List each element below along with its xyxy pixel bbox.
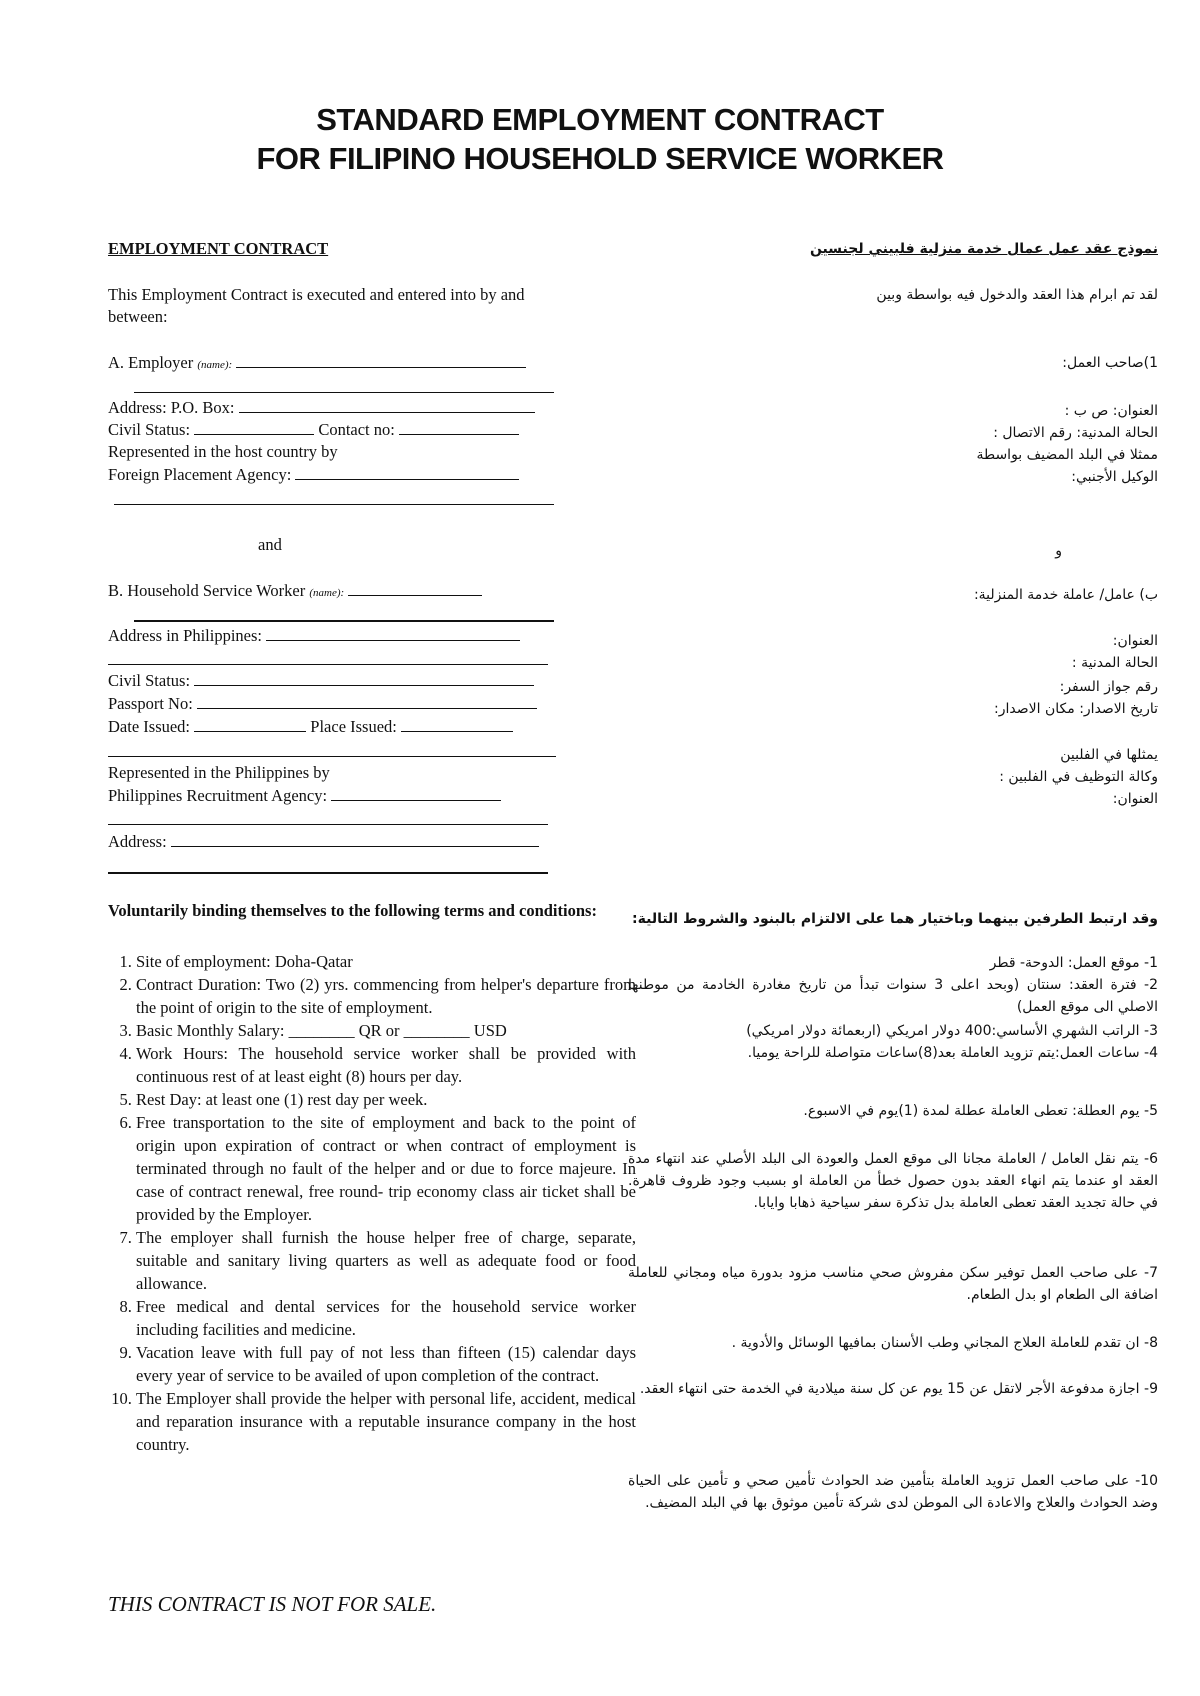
civil-status-label: Civil Status: xyxy=(108,420,191,439)
worker-row xyxy=(108,580,482,604)
contact-no-label: Contact no: xyxy=(318,420,395,439)
arabic-term-2: 2- فترة العقد: سنتان (وبحد اعلى 3 سنوات تبدأ من تاريخ مغادرة الخادمة من موطنها الاصلي الى موقع العمل) xyxy=(628,977,1158,1015)
represented-host-label: Represented in the host country by xyxy=(108,442,338,461)
worker-civil-field[interactable] xyxy=(194,670,534,686)
employer-civil-status-field[interactable] xyxy=(194,419,314,435)
arabic-term-6: 6- يتم نقل العامل / العاملة مجانا الى موقع العمل والعودة الى البلد الأصلي عند انتهاء مدة العقد او عندما يتم انهاء العقد بدون حصول خطأ من العاملة او بسبب وجود ظروف قاهرة. في حالة تجديد العقد تعطى العاملة بدل تذكرة سفر سياحية ذهابا وايابا. xyxy=(628,1151,1158,1211)
arabic-term-5: 5- يوم العطلة: تعطى العاملة عطلة لمدة (1)يوم في الاسبوع. xyxy=(803,1103,1158,1119)
arabic-and: و xyxy=(1055,543,1062,559)
arabic-term-3: 3- الراتب الشهري الأساسي:400 دولار امريكي (اربعمائة دولار امريكي) xyxy=(746,1023,1158,1039)
arabic-foreign-agent: الوكيل الأجنبي: xyxy=(1071,469,1158,485)
employer-name-line-2[interactable] xyxy=(134,392,554,393)
term-item: 4. Work Hours: The household service worker shall be provided with continuous rest of at least eight (8) hours per day. xyxy=(136,1042,636,1088)
worker-label: B. Household Service Worker xyxy=(108,581,306,600)
foreign-agency-row xyxy=(108,464,519,486)
terms-heading: Voluntarily binding themselves to the following terms and conditions: xyxy=(108,901,597,920)
employer-row xyxy=(108,352,526,376)
arabic-worker-label: ب) عامل/ عاملة خدمة المنزلية: xyxy=(973,587,1158,603)
address-ph-label: Address in Philippines: xyxy=(108,626,263,645)
ph-agency-field[interactable] xyxy=(331,785,501,801)
arabic-passport: رقم جواز السفر: xyxy=(1059,679,1158,695)
address-po-label: Address: P.O. Box: xyxy=(108,398,235,417)
foreign-agency-label: Foreign Placement Agency: xyxy=(108,465,292,484)
intro-line-1: This Employment Contract is executed and entered into by and xyxy=(108,285,525,304)
employer-contact-field[interactable] xyxy=(399,419,519,435)
ph-agency-line-2[interactable] xyxy=(108,824,548,825)
arabic-term-1: 1- موقع العمل: الدوحة- قطر xyxy=(989,955,1158,971)
term-item: 9. Vacation leave with full pay of not less than fifteen (15) calendar days every year of service to be availed of upon completion of the contract. xyxy=(136,1341,636,1387)
ph-agency-row xyxy=(108,785,501,807)
arabic-terms-heading: وقد ارتبط الطرفين بينهما وباختيار هما على الالتزام بالبنود والشروط التالية: xyxy=(632,911,1158,927)
represented-ph-label: Represented in the Philippines by xyxy=(108,763,330,782)
employment-contract-heading: EMPLOYMENT CONTRACT xyxy=(108,239,329,258)
document-title xyxy=(0,100,1200,178)
term-item: 1. Site of employment: Doha-Qatar xyxy=(136,950,636,973)
arabic-ph-agency: وكالة التوظيف في الفلبين : xyxy=(999,769,1158,785)
arabic-term-8: 8- ان تقدم للعاملة العلاج المجاني وطب الأسنان بمافيها الوسائل والأدوية . xyxy=(731,1335,1158,1351)
ph-agency-label: Philippines Recruitment Agency: xyxy=(108,786,328,805)
employer-address-row xyxy=(108,397,535,419)
arabic-civil-status: الحالة المدنية : xyxy=(1071,655,1158,671)
worker-civil-label: Civil Status: xyxy=(108,671,191,690)
agency-address-row xyxy=(108,831,539,853)
employer-name-hint: (name): xyxy=(197,359,233,371)
worker-name-hint: (name): xyxy=(309,587,345,599)
employer-civil-row xyxy=(108,419,519,441)
issue-row xyxy=(108,716,513,738)
agency-address-field[interactable] xyxy=(171,831,539,847)
terms-list xyxy=(108,950,636,1456)
issue-line-2[interactable] xyxy=(108,756,556,757)
arabic-term-10: 10- على صاحب العمل تزويد العاملة بتأمين ضد الحوادث تأمين صحي و تأمين على الحياة وضد الحوادث والعلاج والاعادة الى الموطن لدى شركة تأمين موثوق بها في البلد المضيف. xyxy=(628,1473,1158,1511)
arabic-address-po: العنوان: ص ب : xyxy=(1064,403,1158,419)
date-issued-field[interactable] xyxy=(194,716,306,732)
arabic-represented-ph: يمثلها في الفلبين xyxy=(1060,747,1158,763)
arabic-address-2: العنوان: xyxy=(1112,791,1158,807)
arabic-represented-host: ممثلا في البلد المضيف بواسطة xyxy=(976,447,1158,463)
worker-civil-row xyxy=(108,670,534,692)
term-item: 6. Free transportation to the site of employment and back to the point of origin upon expiration of contract or when contract of employment is terminated through no fault of the helper and or due to force majeure. In case of contract renewal, free round- trip economy class air ticket shall be provided by the Employer. xyxy=(136,1111,636,1226)
address-ph-row xyxy=(108,625,520,647)
term-item: 8. Free medical and dental services for the household service worker including facilities and medicine. xyxy=(136,1295,636,1341)
term-item: 10. The Employer shall provide the helper with personal life, accident, medical and reparation insurance with a reputable insurance company in the host country. xyxy=(136,1387,636,1456)
passport-row xyxy=(108,693,537,715)
passport-field[interactable] xyxy=(197,693,537,709)
intro-line-2: between: xyxy=(108,307,168,326)
worker-name-line-2[interactable] xyxy=(134,620,554,622)
agency-address-label: Address: xyxy=(108,832,167,851)
foreign-agency-line-2[interactable] xyxy=(114,504,554,505)
arabic-heading: نموذج عقد عمل عمال خدمة منزلية فلبيني لجنسين xyxy=(809,241,1158,257)
place-issued-field[interactable] xyxy=(401,716,513,732)
place-issued-label: Place Issued: xyxy=(310,717,397,736)
and-label: and xyxy=(258,535,282,554)
arabic-term-7: 7- على صاحب العمل توفير سكن مفروش صحي مناسب مزود بدورة مياه ومجاني للعاملة اضافة الى الطعام او بدل الطعام. xyxy=(628,1265,1158,1303)
term-item: 5. Rest Day: at least one (1) rest day per week. xyxy=(136,1088,636,1111)
employer-name-field[interactable] xyxy=(236,352,526,368)
arabic-term-4: 4- ساعات العمل:يتم تزويد العاملة بعد(8)ساعات متواصلة للراحة يوميا. xyxy=(747,1045,1158,1061)
arabic-date-place: تاريخ الاصدار: مكان الاصدار: xyxy=(994,701,1158,717)
term-item: 2. Contract Duration: Two (2) yrs. commencing from helper's departure from the point of origin to the site of employment. xyxy=(136,973,636,1019)
arabic-term-9: 9- اجازة مدفوعة الأجر لاتقل عن 15 يوم عن كل سنة ميلادية في الخدمة حتى انتهاء العقد. xyxy=(639,1381,1158,1397)
employer-label: A. Employer xyxy=(108,353,194,372)
term-item: 7. The employer shall furnish the house helper free of charge, separate, suitable and sanitary living quarters as well as adequate food or food allowance. xyxy=(136,1226,636,1295)
date-issued-label: Date Issued: xyxy=(108,717,191,736)
address-ph-line-2[interactable] xyxy=(108,664,548,665)
not-for-sale-notice: THIS CONTRACT IS NOT FOR SALE. xyxy=(108,1592,437,1616)
agency-address-line-2[interactable] xyxy=(108,872,548,874)
arabic-employer-label: 1)صاحب العمل: xyxy=(1062,355,1158,371)
employer-po-box-field[interactable] xyxy=(239,397,535,413)
title-line-2: FOR FILIPINO HOUSEHOLD SERVICE WORKER xyxy=(256,141,944,176)
arabic-civil-contact: الحالة المدنية: رقم الاتصال : xyxy=(993,425,1158,441)
arabic-intro: لقد تم ابرام هذا العقد والدخول فيه بواسطة وبين xyxy=(876,287,1158,303)
passport-label: Passport No: xyxy=(108,694,193,713)
address-ph-field[interactable] xyxy=(266,625,520,641)
arabic-address: العنوان: xyxy=(1112,633,1158,649)
title-line-1: STANDARD EMPLOYMENT CONTRACT xyxy=(316,102,884,137)
worker-name-field[interactable] xyxy=(348,580,482,596)
foreign-agency-field[interactable] xyxy=(295,464,519,480)
term-item: 3. Basic Monthly Salary: ________ QR or ________ USD xyxy=(136,1019,636,1042)
